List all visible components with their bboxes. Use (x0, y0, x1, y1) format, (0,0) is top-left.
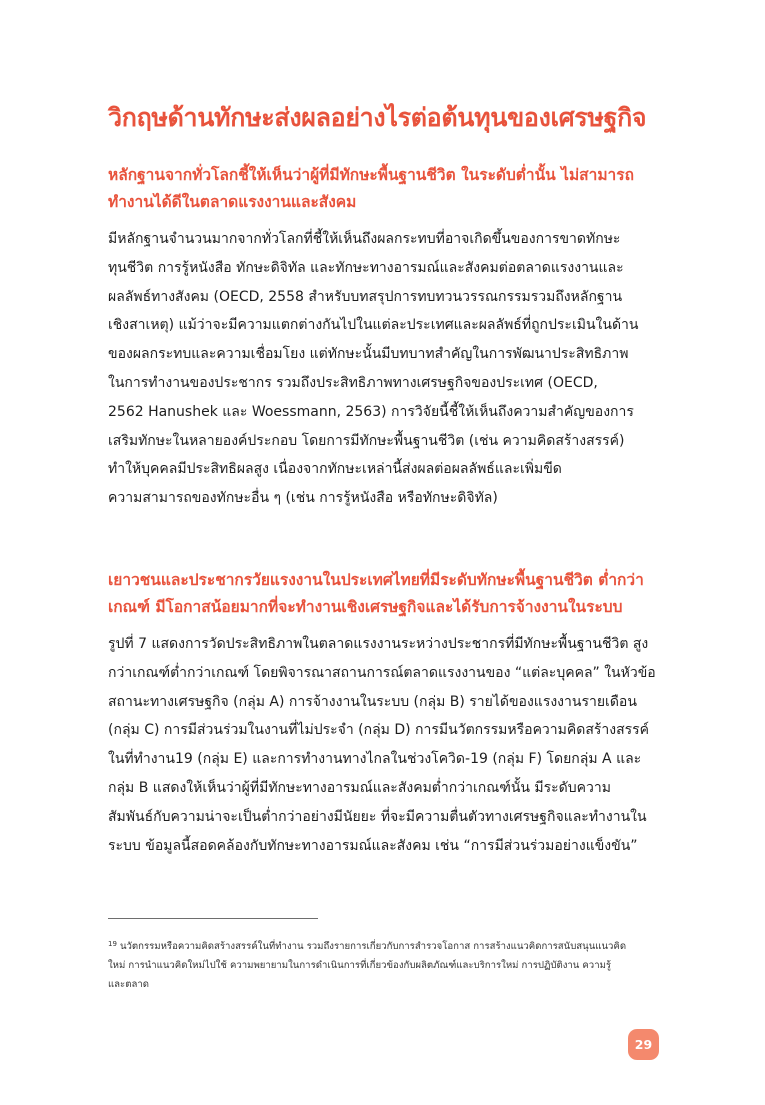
paragraph-line: ของผลกระทบและความเชื่อมโยง แต่ทักษะนั้นมีบทบาทสำคัญในการพัฒนาประสิทธิภาพ (108, 346, 629, 363)
paragraph-line: ผลลัพธ์ทางสังคม (OECD, 2558 สำหรับบทสรุปการทบทวนวรรณกรรมรวมถึงหลักฐาน (108, 288, 623, 305)
section-1-paragraph (108, 225, 663, 513)
paragraph-line: รูปที่ 7 แสดงการวัดประสิทธิภาพในตลาดแรงงานระหว่างประชากรที่มีทักษะพื้นฐานชีวิต สูง (108, 636, 649, 652)
footnote-text: นวัตกรรมหรือความคิดสร้างสรรค์ในที่ทำงาน รวมถึงรายการเกี่ยวกับการสำรวจโอกาส การสร้างแนวคิดการสนับสนุนแนวคิด (119, 941, 627, 952)
footnote-divider (108, 918, 318, 919)
page-number-badge: 29 (628, 1029, 659, 1060)
paragraph-line: กลุ่ม B แสดงให้เห็นว่าผู้ที่มีทักษะทางอารมณ์และสังคมต่ำกว่าเกณฑ์นั้น มีระดับความ (108, 779, 611, 796)
paragraph-line: สัมพันธ์กับความน่าจะเป็นต่ำกว่าอย่างมีนัยยะ ที่จะมีความตื่นตัวทางเศรษฐกิจและทำงานใน (108, 808, 647, 825)
paragraph-line: ทุนชีวิต การรู้หนังสือ ทักษะดิจิทัล และทักษะทางอารมณ์และสังคมต่อตลาดแรงงานและ (108, 259, 624, 276)
footnote-line: และตลาด (108, 979, 149, 990)
paragraph-line: เสริมทักษะในหลายองค์ประกอบ โดยการมีทักษะพื้นฐานชีวิต (เช่น ความคิดสร้างสรรค์) (108, 432, 625, 449)
section-1-heading-line: ทำงานได้ดีในตลาดแรงงานและสังคม (108, 193, 357, 211)
paragraph-line: เชิงสาเหตุ) แม้ว่าจะมีความแตกต่างกันไปในแต่ละประเทศและผลลัพธ์ที่ถูกประเมินในด้าน (108, 317, 639, 334)
footnote-line (108, 935, 663, 956)
footnote-line: ใหม่ การนำแนวคิดใหม่ไปใช้ ความพยายามในการดำเนินการที่เกี่ยวข้องกับผลิตภัณฑ์และบริการใหม่ การปฏิบัติงาน ความรู้ (108, 960, 612, 971)
footnote (108, 935, 663, 994)
paragraph-line: สถานะทางเศรษฐกิจ (กลุ่ม A) การจ้างงานในระบบ (กลุ่ม B) รายได้ของแรงงานรายเดือน (108, 693, 637, 710)
section-2-heading-line: เยาวชนและประชากรวัยแรงงานในประเทศไทยที่มีระดับทักษะพื้นฐานชีวิต ต่ำกว่า (108, 571, 644, 589)
paragraph-line: (กลุ่ม C) การมีส่วนร่วมในงานที่ไม่ประจำ (กลุ่ม D) การมีนวัตกรรมหรือความคิดสร้างสรรค์ (108, 722, 650, 739)
page-title: วิกฤษด้านทักษะส่งผลอย่างไรต่อต้นทุนของเศรษฐกิจ (108, 103, 647, 132)
section-2-paragraph (108, 630, 663, 860)
paragraph-line: ในการทำงานของประชากร รวมถึงประสิทธิภาพทางเศรษฐกิจของประเทศ (OECD, (108, 374, 598, 391)
paragraph-line: ในที่ทำงาน19 (กลุ่ม E) และการทำงานทางไกลในช่วงโควิด-19 (กลุ่ม F) โดยกลุ่ม A และ (108, 751, 642, 768)
section-2-heading (108, 567, 663, 621)
footnote-number: 19 (108, 940, 117, 948)
section-1-heading (108, 162, 663, 216)
paragraph-line: 2562 Hanushek และ Woessmann, 2563) การวิจัยนี้ชี้ให้เห็นถึงความสำคัญของการ (108, 403, 634, 420)
section-2-heading-line: เกณฑ์ มีโอกาสน้อยมากที่จะทำงานเชิงเศรษฐกิจและได้รับการจ้างงานในระบบ (108, 598, 623, 616)
paragraph-line: มีหลักฐานจำนวนมากจากทั่วโลกที่ชี้ให้เห็นถึงผลกระทบที่อาจเกิดขึ้นของการขาดทักษะ (108, 231, 621, 247)
paragraph-line: ความสามารถของทักษะอื่น ๆ (เช่น การรู้หนังสือ หรือทักษะดิจิทัล) (108, 490, 498, 507)
paragraph-line: กว่าเกณฑ์ต่ำกว่าเกณฑ์ โดยพิจารณาสถานการณ์ตลาดแรงงานของ “แต่ละบุคคล” ในหัวข้อ (108, 664, 656, 681)
paragraph-line: ทำให้บุคคลมีประสิทธิผลสูง เนื่องจากทักษะเหล่านี้ส่งผลต่อผลลัพธ์และเพิ่มขีด (108, 461, 562, 478)
section-1-heading-line: หลักฐานจากทั่วโลกชี้ให้เห็นว่าผู้ที่มีทักษะพื้นฐานชีวิต ในระดับต่ำนั้น ไม่สามารถ (108, 166, 634, 184)
paragraph-line: ระบบ ข้อมูลนี้สอดคล้องกับทักษะทางอารมณ์และสังคม เช่น “การมีส่วนร่วมอย่างแข็งขัน” (108, 837, 638, 854)
